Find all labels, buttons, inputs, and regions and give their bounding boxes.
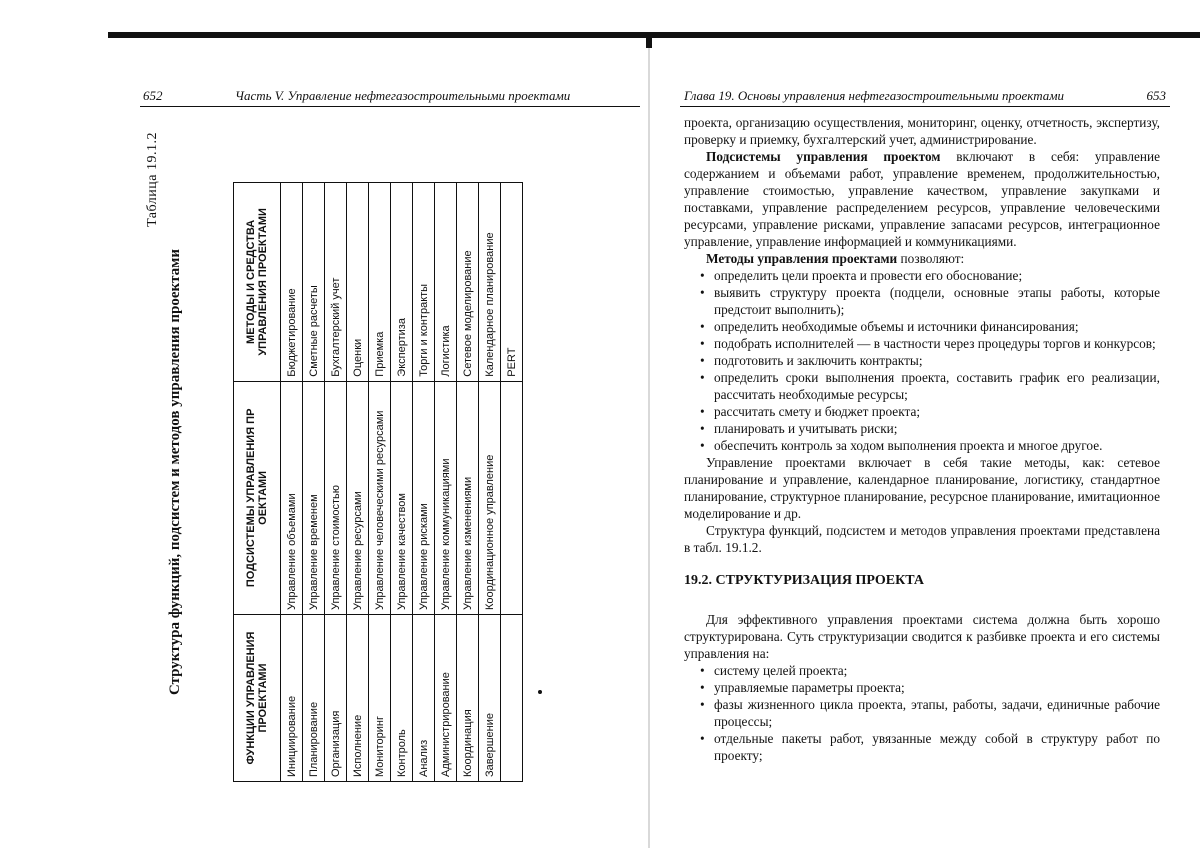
table-cell: Управление изменениями xyxy=(457,381,479,614)
table-row xyxy=(479,183,501,782)
table-cell xyxy=(501,615,523,782)
table-cell: Управление ресурсами xyxy=(347,381,369,614)
paragraph: Структура функций, подсистем и методов управления проектами представлена в табл. 19.1.2. xyxy=(684,523,1160,555)
table-cell: Управление стоимостью xyxy=(325,381,347,614)
table-cell: Бухгалтерский учет xyxy=(325,183,347,382)
paragraph-text: включают в себя: управление содержанием и объемами работ, управление временем, продолжительностью, управление стоимостью, управление качеством, управление закупками и поставками, управление распределением ресурсов, управление человеческими ресурсами, управление рисками, управление запасами ресурсов, интеграционное управление, управление информацией и коммуникациями. xyxy=(684,149,1160,249)
table-label: Таблица 19.1.2 xyxy=(145,132,160,227)
table-cell: PERT xyxy=(501,183,523,382)
list-item: • фазы жизненного цикла проекта, этапы, работы, задачи, единичные рабочие процессы; xyxy=(684,696,1160,730)
methods-list xyxy=(684,267,1160,454)
table-cell: Экспертиза xyxy=(391,183,413,382)
table-cell: Календарное планирование xyxy=(479,183,501,382)
table-cell: Логистика xyxy=(435,183,457,382)
gutter-mark xyxy=(646,38,652,48)
table-cell: Мониторинг xyxy=(369,615,391,782)
table-cell: Координация xyxy=(457,615,479,782)
list-item: • управляемые параметры проекта; xyxy=(684,679,1160,696)
table-cell: Организация xyxy=(325,615,347,782)
body-text xyxy=(684,114,1160,764)
table-cell: Управление рисками xyxy=(413,381,435,614)
paragraph-subsystems xyxy=(684,148,1160,250)
table-cell: Анализ xyxy=(413,615,435,782)
table-cell: Торги и контракты xyxy=(413,183,435,382)
table-cell: Управление качеством xyxy=(391,381,413,614)
table-row xyxy=(413,183,435,782)
book-gutter xyxy=(648,38,650,848)
right-running-head xyxy=(680,88,1170,107)
table-cell: Оценки xyxy=(347,183,369,382)
list-item: • отдельные пакеты работ, увязанные между собой в структуру работ по проекту; xyxy=(684,730,1160,764)
list-item: • рассчитать смету и бюджет проекта; xyxy=(684,403,1160,420)
paragraph: Управление проектами включает в себя такие методы, как: сетевое планирование и управление, календарное планирование, логистику, стандартное планирование, структурное планирование, ресурсное планирование, имитационное моделирование и др. xyxy=(684,455,1160,521)
table-cell: Администрирование xyxy=(435,615,457,782)
list-item: • обеспечить контроль за ходом выполнения проекта и многое другое. xyxy=(684,437,1160,454)
table-cell: Координационное управление xyxy=(479,381,501,614)
list-item: • подготовить и заключить контракты; xyxy=(684,352,1160,369)
table-cell: Управление объемами xyxy=(281,381,303,614)
bold-term: Подсистемы управления проектом xyxy=(706,149,941,164)
table-cell: Сетевое моделирование xyxy=(457,183,479,382)
table-cell: Контроль xyxy=(391,615,413,782)
table-row xyxy=(391,183,413,782)
list-item: • определить необходимые объемы и источники финансирования; xyxy=(684,318,1160,335)
table-cell: Бюджетирование xyxy=(281,183,303,382)
table-cell xyxy=(501,381,523,614)
table-row xyxy=(347,183,369,782)
table-row xyxy=(435,183,457,782)
table-cell: Управление временем xyxy=(303,381,325,614)
list-item: • систему целей проекта; xyxy=(684,662,1160,679)
table-row xyxy=(281,183,303,782)
left-running-title: Часть V. Управление нефтегазостроительными проектами xyxy=(235,88,571,103)
table-title: Структура функций, подсистем и методов управления проектами xyxy=(167,248,183,696)
table-cell: Сметные расчеты xyxy=(303,183,325,382)
table-cell: Управление человеческими ресурсами xyxy=(369,381,391,614)
table-row xyxy=(369,183,391,782)
table-row xyxy=(325,183,347,782)
paragraph: Для эффективного управления проектами система должна быть хорошо структурирована. Суть структуризации сводится к разбивке проекта и его системы управления на: xyxy=(684,612,1160,661)
table-cell: Инициирование xyxy=(281,615,303,782)
right-page-number: 653 xyxy=(1146,88,1166,103)
table-row xyxy=(303,183,325,782)
left-page xyxy=(120,80,640,840)
structuring-list xyxy=(684,662,1160,764)
table-cell: Управление коммуникациями xyxy=(435,381,457,614)
list-item: • подобрать исполнителей — в частности через процедуры торгов и конкурсов; xyxy=(684,335,1160,352)
bold-term: Методы управления проектами xyxy=(706,251,898,266)
paragraph: проекта, организацию осуществления, мониторинг, оценку, отчетность, экспертизу, проверку и приемку, бухгалтерский учет, администрирование. xyxy=(684,115,1160,147)
list-item: • планировать и учитывать риски; xyxy=(684,420,1160,437)
table-cell: Планирование xyxy=(303,615,325,782)
functions-table xyxy=(233,182,523,782)
table-row xyxy=(457,183,479,782)
table-cell: Приемка xyxy=(369,183,391,382)
left-page-number: 652 xyxy=(143,88,163,103)
right-page xyxy=(680,80,1170,840)
rotated-table-block xyxy=(145,112,545,792)
spread-top-rule xyxy=(108,32,1200,38)
table-cell: Завершение xyxy=(479,615,501,782)
list-item: • определить цели проекта и провести его обоснование; xyxy=(684,267,1160,284)
list-item: • выявить структуру проекта (подцели, основные этапы работы, которые предстоит выполнить); xyxy=(684,284,1160,318)
paragraph-text: позволяют: xyxy=(897,251,965,266)
header-subsystems: ПОДСИСТЕМЫ УПРАВЛЕНИЯ ПР ОЕКТАМИ xyxy=(234,381,281,614)
table-header-row xyxy=(234,183,281,782)
header-functions: ФУНКЦИИ УПРАВЛЕНИЯ ПРОЕКТАМИ xyxy=(234,615,281,782)
table-row xyxy=(501,183,523,782)
header-methods: МЕТОДЫ И СРЕДСТВА УПРАВЛЕНИЯ ПРОЕКТАМИ xyxy=(234,183,281,382)
section-heading: 19.2. СТРУКТУРИЗАЦИЯ ПРОЕКТА xyxy=(684,573,925,588)
left-running-head xyxy=(140,88,640,107)
paragraph-methods xyxy=(684,250,1160,267)
list-item: • определить сроки выполнения проекта, составить график его реализации, рассчитать необходимые ресурсы; xyxy=(684,369,1160,403)
table-cell: Исполнение xyxy=(347,615,369,782)
right-running-title: Глава 19. Основы управления нефтегазостроительными проектами xyxy=(684,88,1065,103)
